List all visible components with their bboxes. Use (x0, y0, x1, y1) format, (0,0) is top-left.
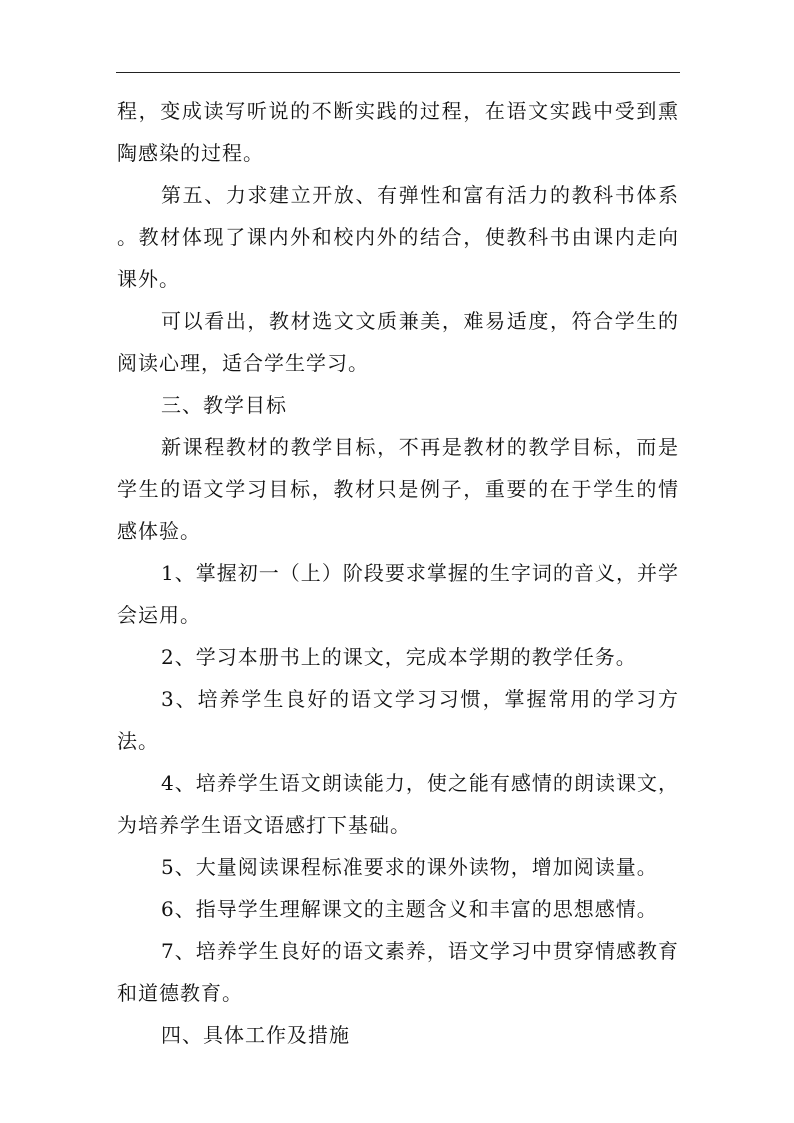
section-heading-teaching-goals: 三、教学目标 (161, 393, 287, 417)
paragraph-goals-intro: 新课程教材的教学目标，不再是教材的教学目标，而是学生的语文学习目标，教材只是例子，重要的在于学生的情感体验。 (117, 435, 679, 543)
list-item-goal-7: 7、培养学生良好的语文素养，语文学习中贯穿情感教育和道德教育。 (117, 939, 679, 1005)
section-heading-measures: 四、具体工作及措施 (161, 1023, 350, 1047)
list-item-goal-6: 6、指导学生理解课文的主题含义和丰富的思想感情。 (161, 897, 658, 921)
header-rule (116, 72, 680, 73)
paragraph-summary: 可以看出，教材选文文质兼美，难易适度，符合学生的阅读心理，适合学生学习。 (117, 309, 679, 375)
list-item-goal-3: 3、培养学生良好的语文学习习惯，掌握常用的学习方法。 (117, 687, 679, 753)
document-body (117, 90, 679, 1056)
list-item-goal-2: 2、学习本册书上的课文，完成本学期的教学任务。 (161, 645, 637, 669)
list-item-goal-4: 4、培养学生语文朗读能力，使之能有感情的朗读课文，为培养学生语文语感打下基础。 (117, 771, 679, 837)
paragraph-point-five: 第五、力求建立开放、有弹性和富有活力的教科书体系 。教材体现了课内外和校内外的结合，使教科书由课内走向课外。 (117, 183, 679, 291)
list-item-goal-1: 1、掌握初一（上）阶段要求掌握的生字词的音义，并学会运用。 (117, 561, 679, 627)
paragraph-continuation: 程，变成读写听说的不断实践的过程，在语文实践中受到熏陶感染的过程。 (117, 99, 679, 165)
list-item-goal-5: 5、大量阅读课程标准要求的课外读物，增加阅读量。 (161, 855, 658, 879)
